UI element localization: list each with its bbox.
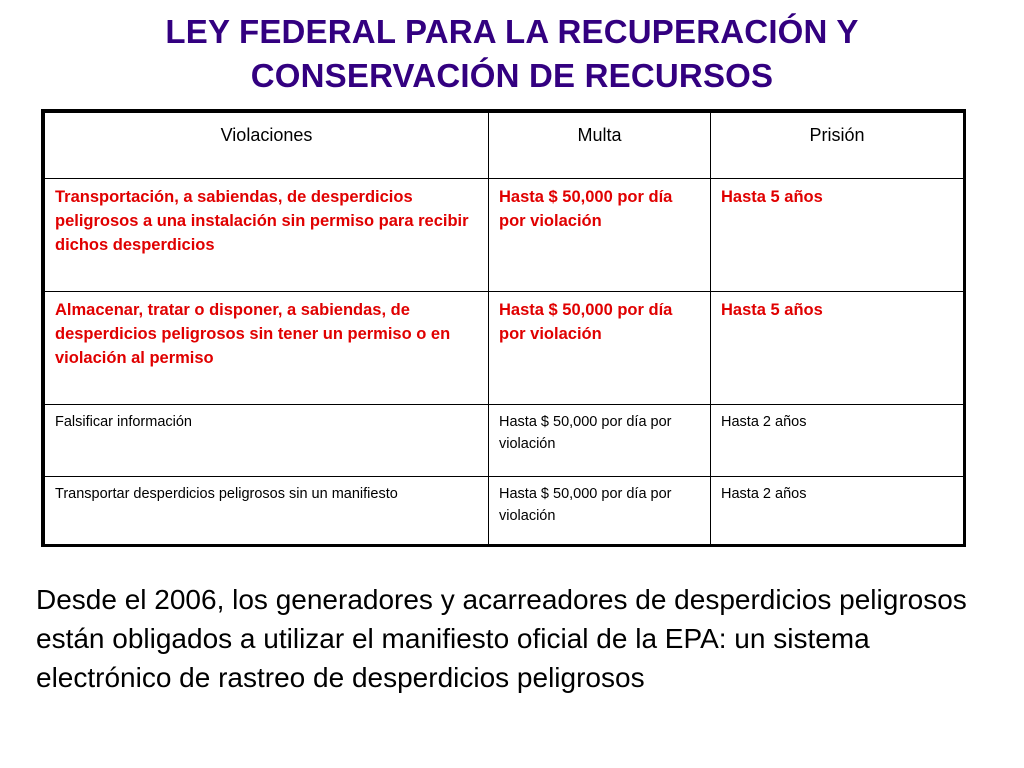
manifest-note: Desde el 2006, los generadores y acarreadores de desperdicios peligrosos están obligados a utilizar el manifiesto oficial de la EPA: un sistema electrónico de rastreo de desperdicios peligrosos — [36, 584, 967, 693]
violation-cell: Transportar desperdicios peligrosos sin un manifiesto — [45, 477, 489, 545]
fine-cell: Hasta $ 50,000 por día por violación — [489, 292, 711, 405]
violation-cell: Falsificar información — [45, 405, 489, 477]
prison-cell: Hasta 5 años — [711, 179, 964, 292]
fine-cell: Hasta $ 50,000 por día por violación — [489, 477, 711, 545]
fine-cell: Hasta $ 50,000 por día por violación — [489, 179, 711, 292]
page-title — [0, 10, 1024, 98]
violation-cell: Transportación, a sabiendas, de desperdicios peligrosos a una instalación sin permiso para recibir dichos desperdicios — [45, 179, 489, 292]
column-header-prison: Prisión — [711, 113, 964, 179]
prison-cell: Hasta 2 años — [711, 405, 964, 477]
table-row — [45, 179, 964, 292]
column-header-fine: Multa — [489, 113, 711, 179]
prison-cell: Hasta 2 años — [711, 477, 964, 545]
table-header-row — [45, 113, 964, 179]
prison-cell: Hasta 5 años — [711, 292, 964, 405]
table-row — [45, 477, 964, 545]
violation-cell: Almacenar, tratar o disponer, a sabiendas, de desperdicios peligrosos sin tener un permiso o en violación al permiso — [45, 292, 489, 405]
fine-cell: Hasta $ 50,000 por día por violación — [489, 405, 711, 477]
page-title-line-1: LEY FEDERAL PARA LA RECUPERACIÓN Y — [165, 13, 859, 50]
column-header-violations: Violaciones — [45, 113, 489, 179]
table-row — [45, 292, 964, 405]
page-title-line-2: CONSERVACIÓN DE RECURSOS — [250, 57, 774, 94]
table-row — [45, 405, 964, 477]
violations-table — [44, 112, 964, 545]
violations-table-container — [41, 109, 966, 547]
